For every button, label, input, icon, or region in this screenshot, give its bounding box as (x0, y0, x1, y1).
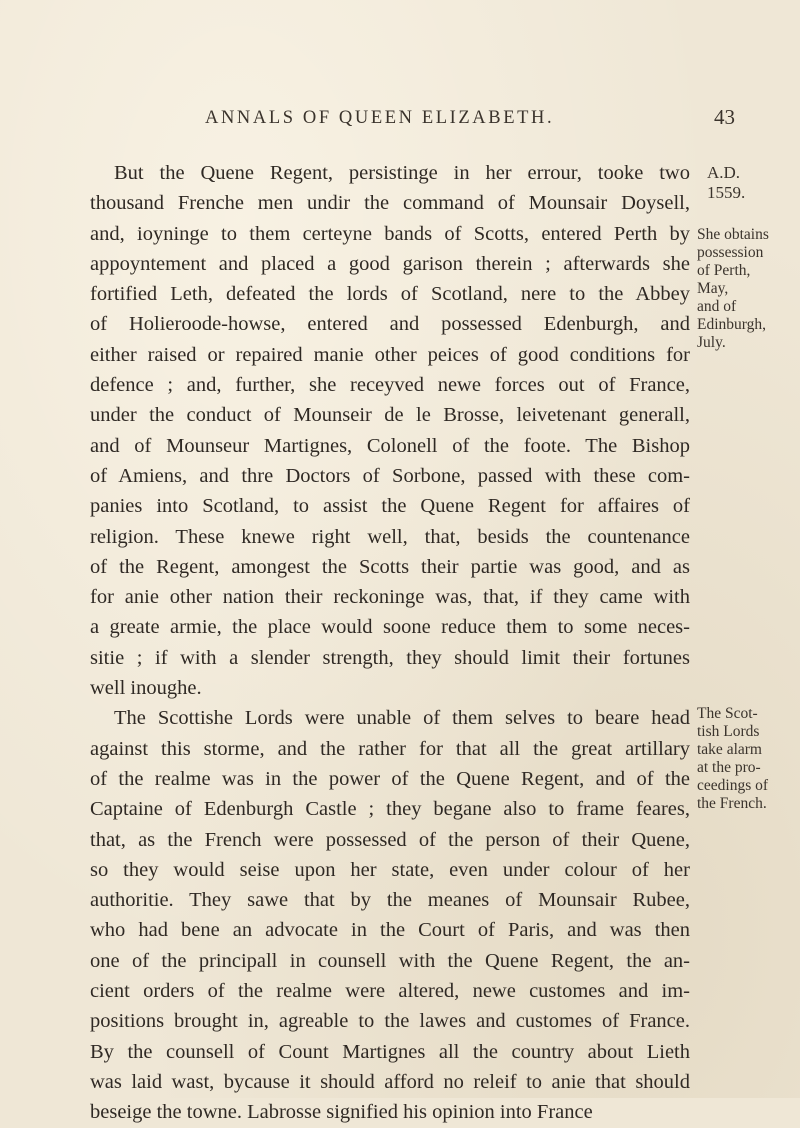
running-title: ANNALS OF QUEEN ELIZABETH. (205, 108, 555, 128)
body-line: The Scottishe Lords were unable of them selves to beare head (114, 707, 690, 730)
body-line: of Amiens, and thre Doctors of Sorbone, passed with these com- (90, 464, 690, 487)
body-line: authoritie. They sawe that by the meanes of Mounsair Rubee, (90, 889, 690, 912)
body-line: well inoughe. (90, 677, 202, 700)
margin-note-line: the French. (697, 795, 767, 812)
body-line: sitie ; if with a slender strength, they should limit their fortunes (90, 646, 690, 669)
body-line: one of the principall in counsell with the Quene Regent, the an- (90, 949, 690, 972)
body-line: under the conduct of Mounseir de le Brosse, leivetenant generall, (90, 404, 690, 427)
margin-note-line: 1559. (707, 183, 746, 202)
body-line: and of Mounseur Martignes, Colonell of the foote. The Bishop (90, 434, 690, 457)
margin-note-line: and of (697, 298, 737, 315)
body-line: beseige the towne. Labrosse signified his opinion into France (90, 1101, 593, 1124)
body-line: against this storme, and the rather for that all the great artillary (90, 737, 690, 760)
body-line: of the realme was in the power of the Quene Regent, and of the (90, 767, 690, 790)
margin-note-line: tish Lords (697, 723, 760, 740)
margin-note-line: possession (697, 244, 764, 261)
body-line: of the Regent, amongest the Scotts their partie was good, and as (90, 555, 690, 578)
margin-note-line: July. (697, 334, 726, 351)
body-line: thousand Frenche men undir the command of Mounsair Doysell, (90, 192, 690, 215)
margin-note-date (707, 163, 800, 203)
body-line: cient orders of the realme were altered, newe customes and im- (90, 980, 690, 1003)
body-line: that, as the French were possessed of the person of their Quene, (90, 828, 690, 851)
body-line: a greate armie, the place would soone reduce them to some neces- (90, 616, 690, 639)
margin-note-line: ceedings of (697, 777, 769, 794)
body-line: either raised or repaired manie other peices of good conditions for (90, 343, 690, 366)
body-line: fortified Leth, defeated the lords of Scotland, nere to the Abbey (90, 283, 690, 306)
body-line: appoyntement and placed a good garison therein ; afterwards she (90, 252, 690, 275)
margin-note-line: A.D. (707, 163, 741, 182)
body-line: By the counsell of Count Martignes all the country about Lieth (90, 1040, 690, 1063)
margin-note-line: Edinburgh, (697, 316, 767, 333)
margin-note-line: She obtains (697, 226, 769, 243)
body-line: defence ; and, further, she receyved newe forces out of France, (90, 374, 690, 397)
margin-note-line: at the pro- (697, 759, 761, 776)
margin-note-line: of Perth, (697, 262, 751, 279)
body-line: But the Quene Regent, persistinge in her errour, tooke two (114, 162, 690, 184)
body-line: so they would seise upon her state, even under colour of her (90, 858, 690, 881)
page-header (205, 105, 735, 136)
body-line: panies into Scotland, to assist the Quene Regent for affaires of (90, 495, 690, 518)
body-line: of Holieroode-howse, entered and possessed Edenburgh, and (90, 313, 690, 336)
page-number: 43 (714, 105, 735, 129)
body-text (90, 158, 690, 1128)
body-line: was laid wast, bycause it should afford no releif to anie that should (90, 1070, 690, 1093)
body-line: positions brought in, agreable to the lawes and customes of France. (90, 1010, 690, 1033)
body-line: and, ioyninge to them certeyne bands of Scotts, entered Perth by (90, 222, 690, 245)
margin-note-perth (697, 226, 797, 352)
body-line: Captaine of Edenburgh Castle ; they begane also to frame feares, (90, 798, 690, 821)
body-line: for anie other nation their reckoninge was, that, if they came with (90, 586, 690, 609)
margin-note-line: May, (697, 280, 729, 297)
body-line: who had bene an advocate in the Court of Paris, and was then (90, 919, 690, 942)
margin-note-line: take alarm (697, 741, 762, 758)
body-line: religion. These knewe right well, that, besids the countenance (90, 525, 690, 548)
margin-note-scottish-lords (697, 705, 797, 813)
margin-note-line: The Scot- (697, 705, 758, 722)
